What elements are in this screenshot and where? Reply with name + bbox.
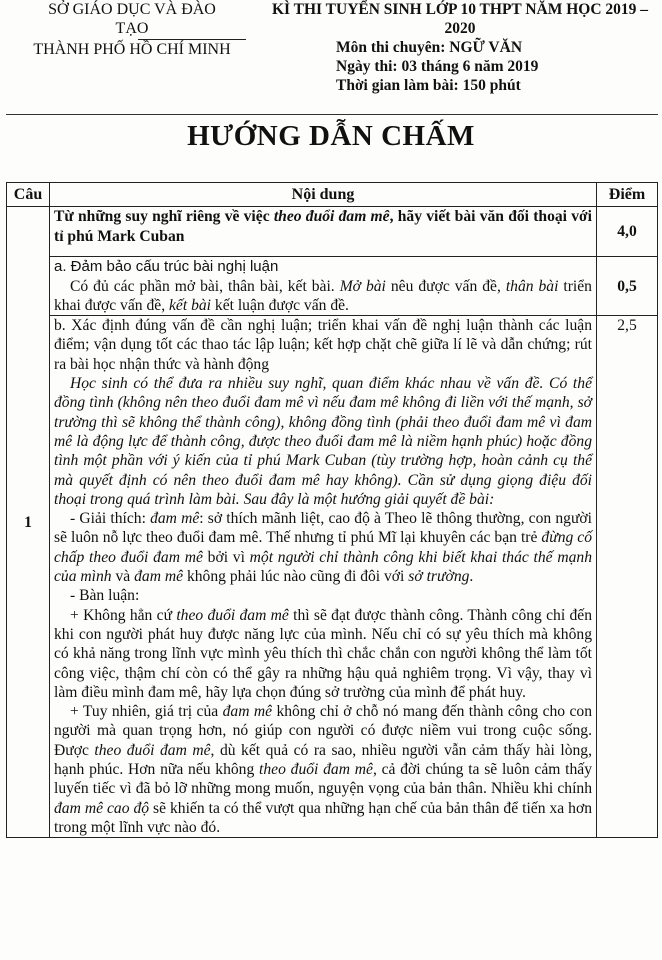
part-b-intro: b. Xác định đúng vấn đề cần nghị luận; triển khai vấn đề nghị luận thành các luận điểm; vận dụng tốt các thao tác lập luận; kết hợp chặt chẽ giữa lí lẽ và dẫn chứng; rút ra bài học nhận thức và hành động bbox=[54, 317, 592, 373]
question-number: 1 bbox=[7, 207, 50, 838]
part-b-content bbox=[50, 316, 597, 838]
header-question: Câu bbox=[7, 183, 50, 207]
header-score: Điểm bbox=[597, 183, 658, 207]
department-line-2: TẠO bbox=[115, 20, 149, 37]
part-b-discussion-label: - Bàn luận: bbox=[70, 587, 140, 605]
part-b-explanation: - Giải thích: đam mê: sở thích mãnh liệt, cao độ à Theo lẽ thông thường, con người sẽ luôn nỗ lực theo đuổi đam mê. Thế nhưng tỉ phú Mĩ lại khuyên các bạn trẻ đừng cố chấp theo đuổi đam mê bởi vì một người chỉ thành công khi biết khai thác thế mạnh của mình và đam mê không phải lúc nào cũng đi đôi với sở trường. bbox=[54, 510, 593, 586]
part-b-row bbox=[7, 316, 658, 838]
question-text: Từ những suy nghĩ riêng về việc theo đuổi đam mê, hãy viết bài văn đối thoại với tỉ phú Mark Cuban bbox=[50, 207, 597, 257]
page-title: HƯỚNG DẪN CHẤM bbox=[187, 120, 475, 152]
part-b-point-2: + Tuy nhiên, giá trị của đam mê không chỉ ở chỗ nó mang đến thành công cho con người mà quan trọng hơn, nó giúp con người có được niềm vui trong cuộc sống. Được theo đuổi đam mê, dù kết quả có ra sao, nhiều người vẫn cảm thấy hài lòng, hạnh phúc. Hơn nữa nếu không theo đuổi đam mê, cả đời chúng ta sẽ luôn cảm thấy luyến tiếc vì đã bỏ lỡ những mong muốn, nguyện vọng của bản thân. Nhiều khi chính đam mê cao độ sẽ khiến ta có thể vượt qua những hạn chế của bản thân để tiến xa hơn trong một lĩnh vực nào đó. bbox=[54, 703, 593, 836]
exam-date: Ngày thi: 03 tháng 6 năm 2019 bbox=[336, 58, 539, 75]
part-a-heading: a. Đảm bảo cấu trúc bài nghị luận bbox=[54, 258, 279, 276]
part-b-guidance: Học sinh có thể đưa ra nhiều suy nghĩ, quan điểm khác nhau về vấn đề. Có thể đồng tình (không nên theo đuổi đam mê vì nếu đam mê không đi liền với thế mạnh, sở trường thì sẽ không thể thành công), không đồng tình (phải theo đuổi đam mê vì đam mê là động lực để thành công, được theo đuổi đam mê là niềm hạnh phúc) hoặc đồng tình một phần với ý kiến của tỉ phú Mark Cuban (tùy trường hợp, hoàn cảnh cụ thể mà quyết định có nên theo đuổi đam mê hay không). Cần sử dụng giọng điệu đối thoại trong quá trình làm bài. Sau đây là một hướng giải quyết đề bài: bbox=[54, 375, 592, 508]
part-b-point-1: + Không hẳn cứ theo đuổi đam mê thì sẽ đạt được thành công. Thành công chỉ đến khi con người phát huy được năng lực của mình. Nếu chỉ có sự yêu thích mà không có khả năng trong lĩnh vực mình yêu thích thì chắc chắn con người không thể làm tốt công việc, thậm chí còn có thể gây ra những hậu quả nghiêm trọng. Vì vậy, thay vì làm điều mình đam mê, hãy lựa chọn đúng sở trường của mình để phát huy. bbox=[54, 606, 592, 701]
exam-subject: Môn thi chuyên: NGỮ VĂN bbox=[336, 39, 523, 56]
exam-header bbox=[262, 0, 658, 95]
header-content: Nội dung bbox=[50, 183, 597, 207]
part-a-score: 0,5 bbox=[597, 257, 658, 316]
department-line-3: THÀNH PHỐ HỒ CHÍ MINH bbox=[33, 41, 231, 58]
question-score: 4,0 bbox=[597, 207, 658, 257]
table-header-row bbox=[7, 183, 658, 207]
part-a-content bbox=[50, 257, 597, 316]
header-divider bbox=[6, 114, 658, 115]
part-a-text: Có đủ các phần mở bài, thân bài, kết bài. Mở bài nêu được vấn đề, thân bài triển khai được vấn đề, kết bài kết luận được vấn đề. bbox=[54, 277, 592, 314]
question-row bbox=[7, 207, 658, 257]
department-line-1: SỞ GIÁO DỤC VÀ ĐÀO bbox=[48, 1, 216, 18]
department-header bbox=[8, 0, 256, 59]
part-b-score: 2,5 bbox=[597, 316, 658, 838]
exam-year: 2020 bbox=[444, 20, 476, 37]
exam-title: KÌ THI TUYỂN SINH LỚP 10 THPT NĂM HỌC 2019 – bbox=[271, 1, 649, 18]
part-a-row bbox=[7, 257, 658, 316]
grading-table bbox=[6, 182, 658, 838]
exam-duration: Thời gian làm bài: 150 phút bbox=[336, 77, 521, 94]
